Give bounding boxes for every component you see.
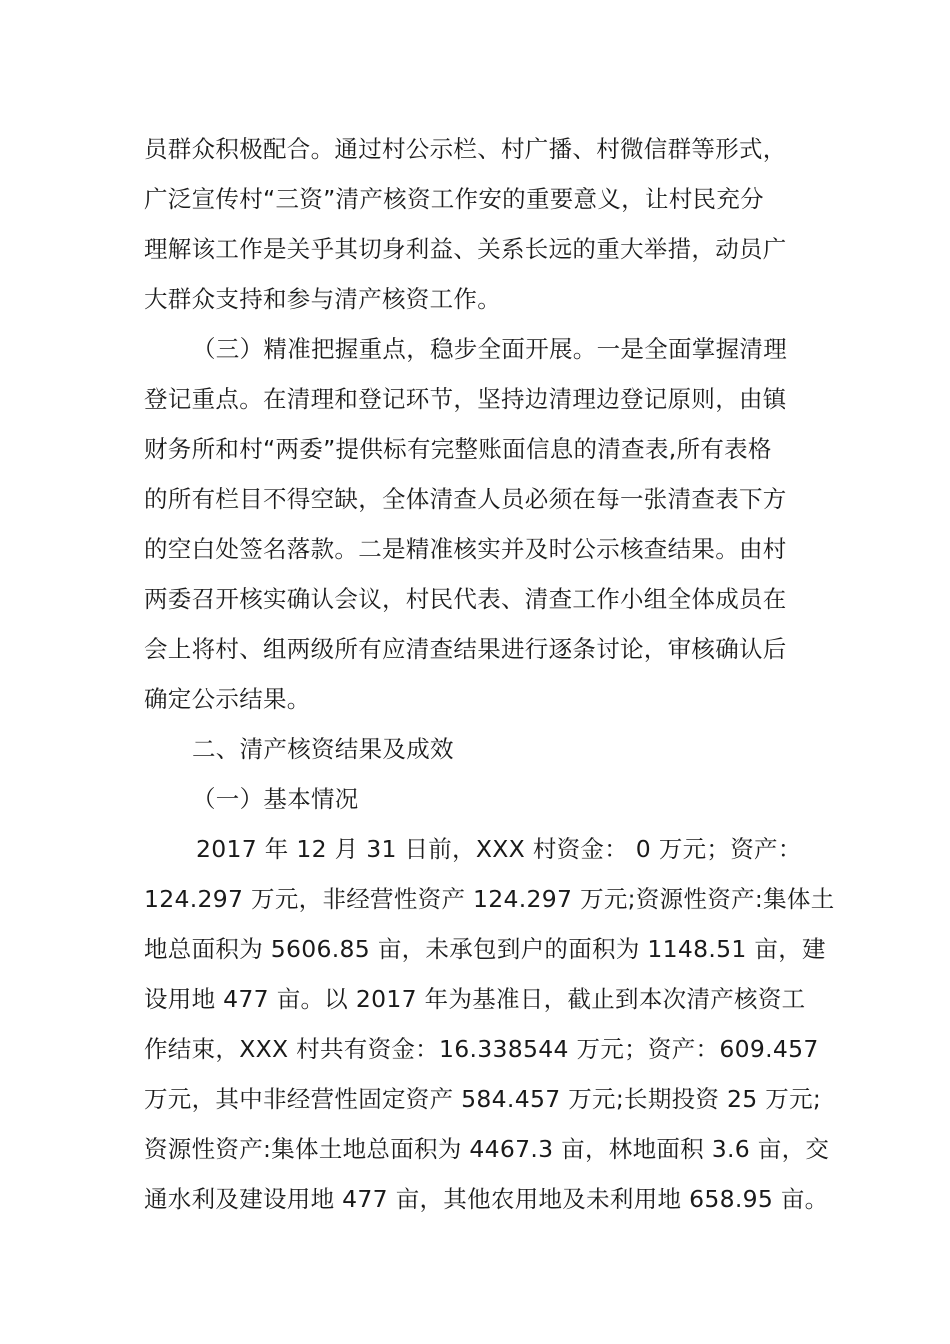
subsection-heading-basic: （一）基本情况	[192, 785, 359, 813]
text-line-10: 两委召开核实确认会议，村民代表、清查工作小组全体成员在	[144, 585, 787, 613]
text-line-16: 124.297 万元，非经营性资产 124.297 万元;资源性资产:集体土	[144, 885, 835, 913]
text-line-3: 理解该工作是关乎其切身利益、关系长远的重大举措，动员广	[144, 235, 787, 263]
text-line-4: 大群众支持和参与清产核资工作。	[144, 285, 501, 313]
text-line-7: 财务所和村“两委”提供标有完整账面信息的清查表,所有表格	[144, 435, 772, 463]
text-line-21: 资源性资产:集体土地总面积为 4467.3 亩，林地面积 3.6 亩，交	[144, 1135, 830, 1163]
text-line-19: 作结束，XXX 村共有资金：16.338544 万元；资产：609.457	[144, 1035, 819, 1063]
section-3-heading-line: （三）精准把握重点，稳步全面开展。一是全面掌握清理	[192, 335, 787, 363]
text-line-6: 登记重点。在清理和登记环节，坚持边清理边登记原则，由镇	[144, 385, 787, 413]
text-line-18: 设用地 477 亩。以 2017 年为基准日，截止到本次清产核资工	[144, 985, 806, 1013]
text-line-20: 万元，其中非经营性固定资产 584.457 万元;长期投资 25 万元;	[144, 1085, 822, 1113]
section-heading-results: 二、清产核资结果及成效	[192, 735, 454, 763]
text-line-9: 的空白处签名落款。二是精准核实并及时公示核查结果。由村	[144, 535, 787, 563]
text-line-12: 确定公示结果。	[144, 685, 311, 713]
text-line-8: 的所有栏目不得空缺，全体清查人员必须在每一张清查表下方	[144, 485, 787, 513]
text-line-2: 广泛宣传村“三资”清产核资工作安的重要意义，让村民充分	[144, 185, 764, 213]
text-line-1: 员群众积极配合。通过村公示栏、村广播、村微信群等形式，	[144, 135, 787, 163]
text-line-11: 会上将村、组两级所有应清查结果进行逐条讨论，审核确认后	[144, 635, 787, 663]
text-line-22: 通水利及建设用地 477 亩，其他农用地及未利用地 658.95 亩。	[144, 1185, 829, 1213]
text-line-15: 2017 年 12 月 31 日前，XXX 村资金： 0 万元；资产：	[196, 835, 802, 863]
text-line-17: 地总面积为 5606.85 亩，未承包到户的面积为 1148.51 亩，建	[144, 935, 826, 963]
